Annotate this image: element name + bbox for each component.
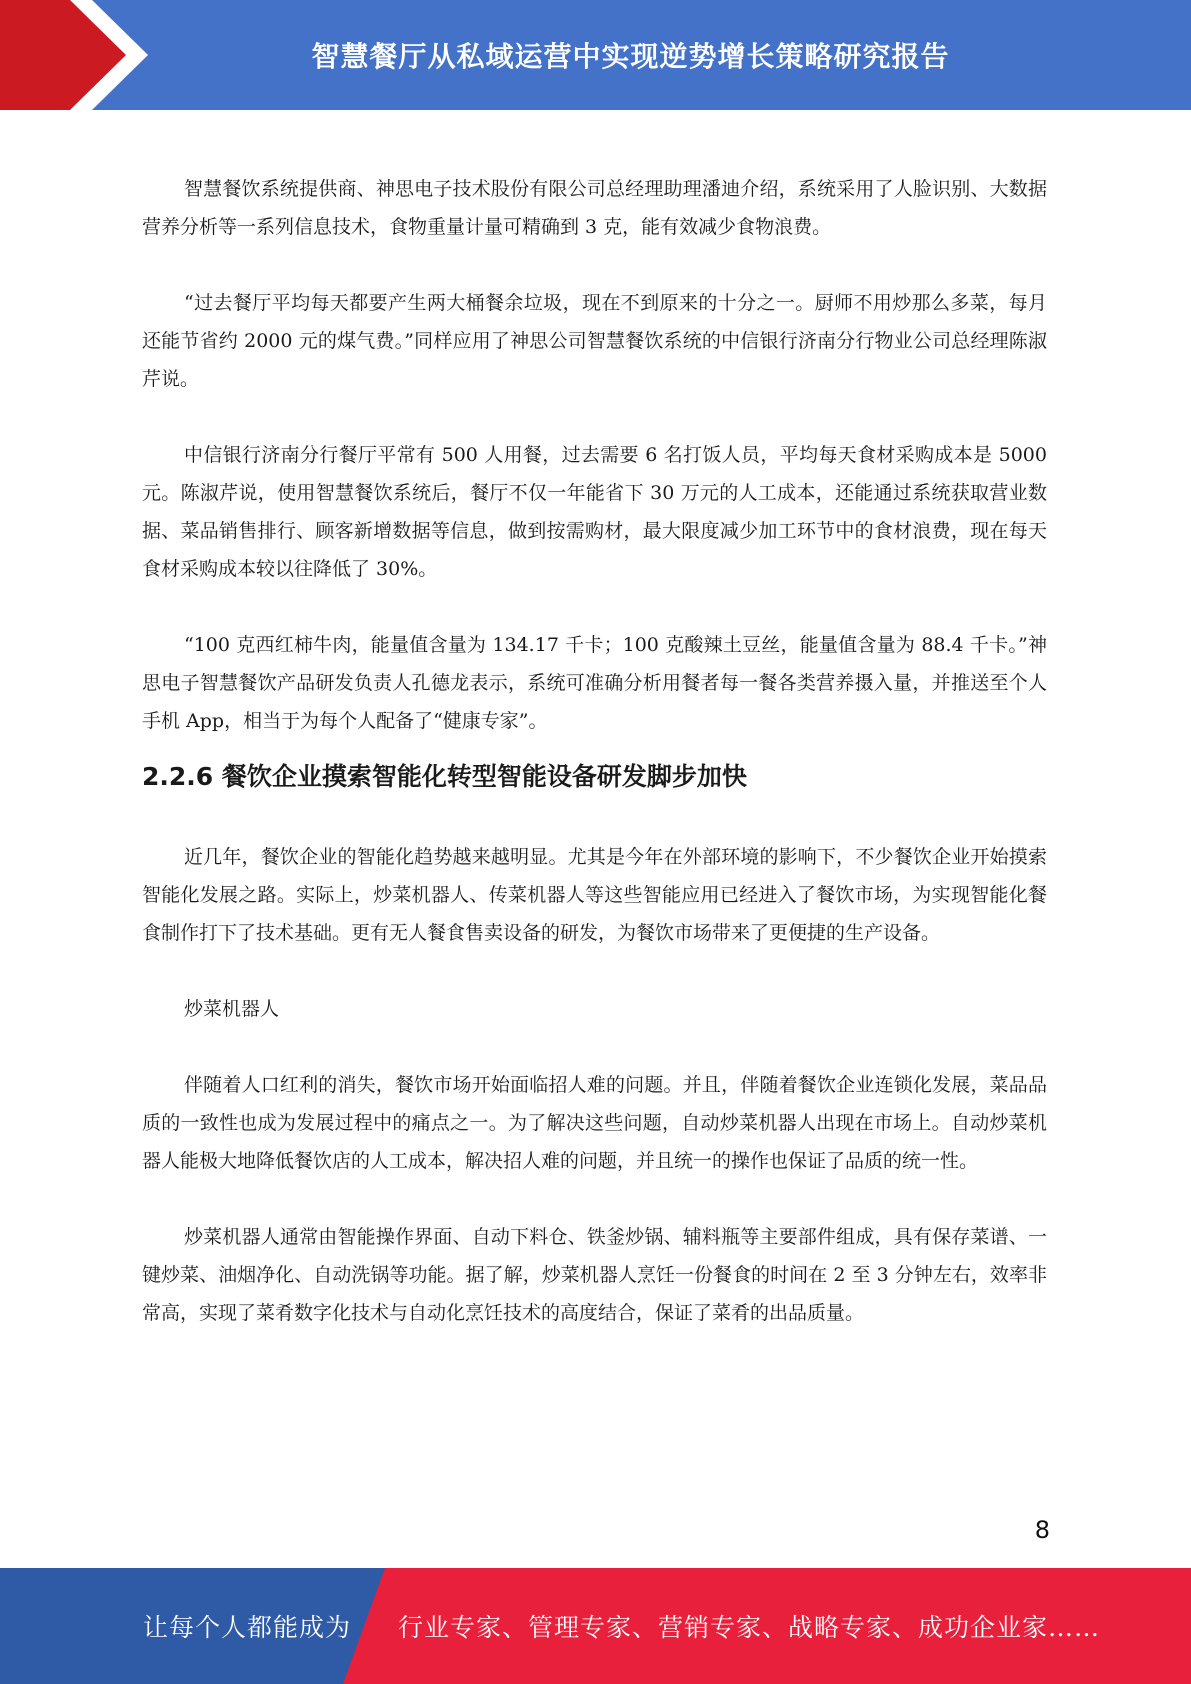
paragraph: 炒菜机器人通常由智能操作界面、自动下料仓、铁釜炒锅、辅料瓶等主要部件组成，具有保存菜谱、一键炒菜、油烟净化、自动洗锅等功能。据了解，炒菜机器人烹饪一份餐食的时间在 2 至 3 分钟左右，效率非常高，实现了菜肴数字化技术与自动化烹饪技术的高度结合，保证了菜肴的出品质量。 xyxy=(142,1226,1047,1324)
subheading-paragraph: 炒菜机器人 xyxy=(184,998,280,1020)
paragraph: 近几年，餐饮企业的智能化趋势越来越明显。尤其是今年在外部环境的影响下，不少餐饮企业开始摸索智能化发展之路。实际上，炒菜机器人、传菜机器人等这些智能应用已经进入了餐饮市场，为实现智能化餐食制作打下了技术基础。更有无人餐食售卖设备的研发，为餐饮市场带来了更便捷的生产设备。 xyxy=(142,846,1047,944)
section-heading: 2.2.6 餐饮企业摸索智能化转型智能设备研发脚步加快 xyxy=(142,762,747,791)
paragraph: “过去餐厅平均每天都要产生两大桶餐余垃圾，现在不到原来的十分之一。厨师不用炒那么多菜，每月还能节省约 2000 元的煤气费。”同样应用了神思公司智慧餐饮系统的中信银行济南分行物业公司总经理陈淑芹说。 xyxy=(142,292,1047,390)
paragraph: 伴随着人口红利的消失，餐饮市场开始面临招人难的问题。并且，伴随着餐饮企业连锁化发展，菜品品质的一致性也成为发展过程中的痛点之一。为了解决这些问题，自动炒菜机器人出现在市场上。自动炒菜机器人能极大地降低餐饮店的人工成本，解决招人难的问题，并且统一的操作也保证了品质的统一性。 xyxy=(142,1074,1047,1172)
report-title: 智慧餐厅从私域运营中实现逆势增长策略研究报告 xyxy=(311,40,950,73)
paragraph: “100 克西红柿牛肉，能量值含量为 134.17 千卡；100 克酸辣土豆丝，能量值含量为 88.4 千卡。”神思电子智慧餐饮产品研发负责人孔德龙表示，系统可准确分析用餐者每一餐各类营养摄入量，并推送至个人手机 App，相当于为每个人配备了“健康专家”。 xyxy=(142,634,1047,732)
paragraph: 中信银行济南分行餐厅平常有 500 人用餐，过去需要 6 名打饭人员，平均每天食材采购成本是 5000 元。陈淑芹说，使用智慧餐饮系统后，餐厅不仅一年能省下 30 万元的人工成本，还能通过系统获取营业数据、菜品销售排行、顾客新增数据等信息，做到按需购材，最大限度减少加工环节中的食材浪费，现在每天食材采购成本较以往降低了 30%。 xyxy=(142,444,1047,580)
main-content xyxy=(142,170,1047,1370)
footer-slogan-right: 行业专家、管理专家、营销专家、战略专家、成功企业家…… xyxy=(398,1613,1101,1642)
page-footer xyxy=(0,1568,1191,1684)
footer-slogan-left: 让每个人都能成为 xyxy=(143,1613,352,1642)
page-header xyxy=(0,0,1191,110)
paragraph: 智慧餐饮系统提供商、神思电子技术股份有限公司总经理助理潘迪介绍，系统采用了人脸识别、大数据营养分析等一系列信息技术，食物重量计量可精确到 3 克，能有效减少食物浪费。 xyxy=(142,178,1047,238)
page-number: 8 xyxy=(1034,1516,1050,1544)
